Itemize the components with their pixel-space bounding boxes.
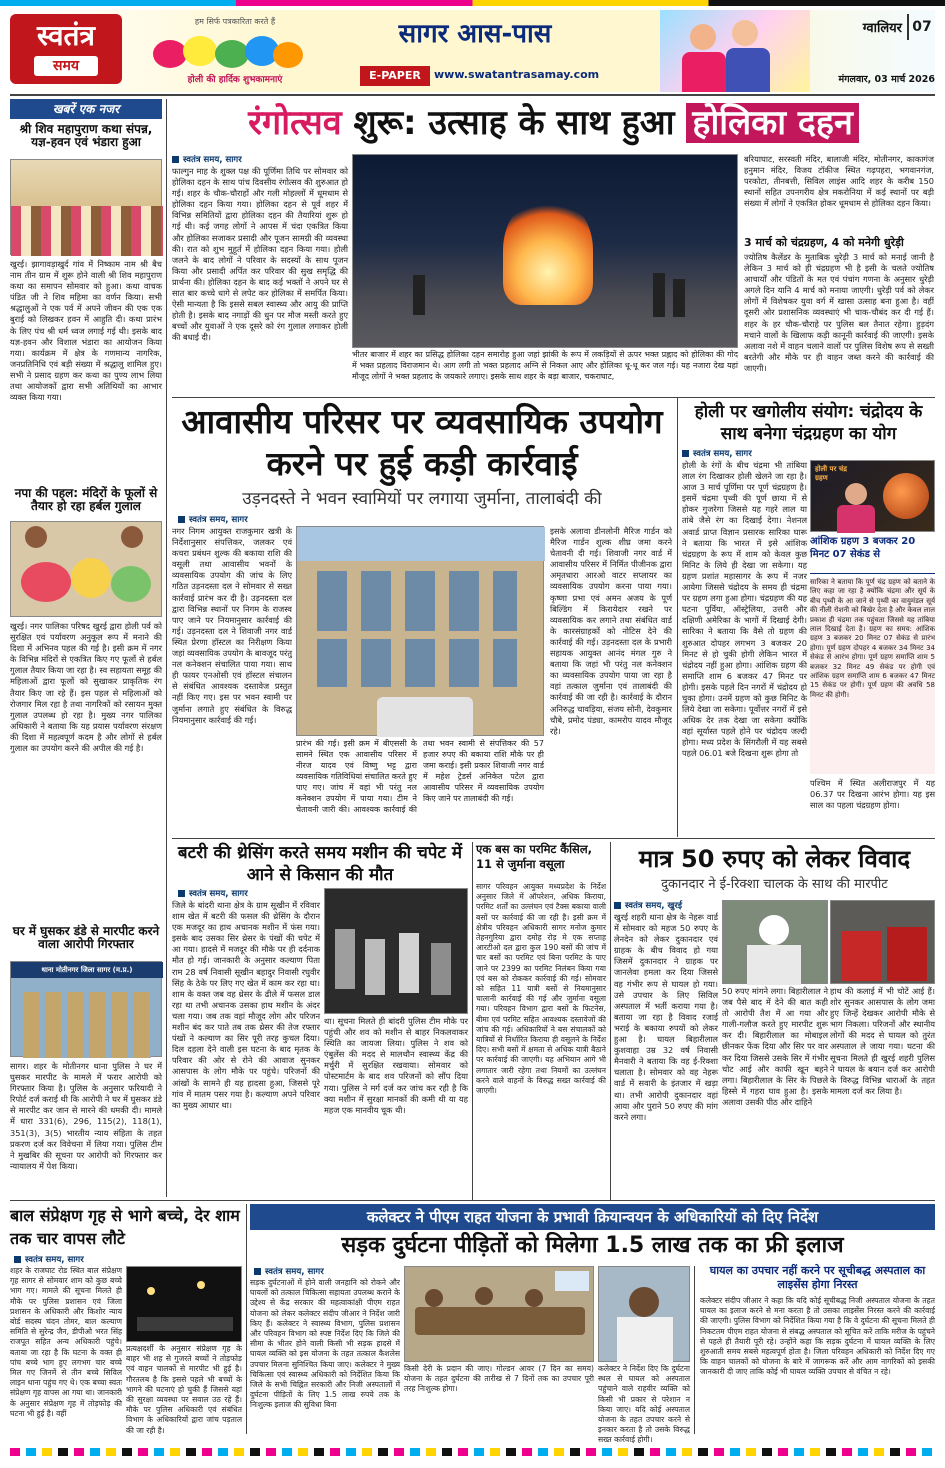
registration-bar (0, 0, 945, 6)
bal-photo-night (126, 1266, 242, 1342)
khagol-byline: स्वतंत्र समय, सागर (682, 448, 822, 459)
khagol-col-end: पश्चिम में स्थित अलीराजपुर में यह 06.37 पर दिखना आरंभ होगा। यह इस साल का पहला चंद्रग्रहण होगा। (810, 778, 935, 811)
collector-side-headline: घायल का उपचार नहीं करने पर सूचीबद्ध अस्पताल का लाइसेंस होगा निरस्त (709, 1264, 926, 1291)
masthead-logo (10, 14, 122, 84)
lead-rule (172, 397, 935, 398)
bal-col2: प्रत्यक्षदर्शी के अनुसार संप्रेक्षण गृह के बाहर भी शह से गुजरते बच्चों ने तोड़फोड़ एवं वाहन चालकों से मारपीट भी हुई है। गौरतलब है कि इससे पहले भी बच्चों के भागने की घटनाएं हो चुकी हैं जिससे यहां की सुरक्षा व्यवस्था पर सवाल उठ रहे हैं। मौके पर पुलिस अधिकारी एवं संबंधित विभाग के अधिकारियों द्वारा जांच पड़ताल की जा रही है। (126, 1344, 242, 1435)
lead-photo-caption: भीतर बाजार में शहर का प्रसिद्ध होलिका दहन समारोह हुआ जहां झांकी के रूप में लकड़ियों से ऊपर भक्त प्रह्लाद को होलिका की गोद में भक्त प्रहलाद विराजमान थे। आग लगी तो भक्त प्रहलाद अग्नि से निकल आए और होलिका धू-धू कर जल गई। यह नजारा देख यहां मौजूद लोगों ने भक्त प्रहलाद के जयकारे लगाए। इसके साथ शहर के बड़ा बाजार, चकराघाट, (352, 350, 738, 381)
khagol-col2: सारिका ने बताया कि पूर्ण चंद्र ग्रहण को बताने के लिए कहा जा रहा है क्योंकि चंद्रमा और सूर्य के बीच पृथ्वी के आ जाने से पृथ्वी का वायुमंडल सूर्य की नीली रोशनी को बिखेर देता है और केवल लाल प्रकाश ही चंद्रमा तक पहुंचता जिससे यह तांबिया लाल दिखाई देता है। ग्रहण का समय: आंशिक ग्रहण 3 बजकर 20 मिनट 07 सेकंड से प्रारंभ होगा। पूर्ण ग्रहण दोपहर 4 बजकर 34 मिनट 34 सेकंड से आरंभ होगा। पूर्ण ग्रहण समाप्ति शाम 5 बजकर 32 मिनट 49 सेकंड पर होगी एवं आंशिक ग्रहण समाप्ति शाम 6 बजकर 47 मिनट 15 सेकंड पर होगी। पूर्ण ग्रहण की अवधि 58 मिनट की होगी। (810, 578, 935, 774)
bus-body: सागर परिवहन आयुक्त मध्यप्रदेश के निर्देश अनुसार जिले में ऑपरेशन, अधिक किराया, परमिट शर्तों का उल्लंघन एवं टैक्स बकाया वाली बसों पर कार्रवाई की जा रही है। इसी क्रम में क्षेत्रीय परिवहन अधिकारी सागर मनोज कुमार तेहनगुरिया द्वारा दमोह रोड़ मे एक सप्ताह आरटीओ दल द्वारा कुल 190 बसों की जांच में चार बसों का परमिट एवं बिना परमिट के पाए जाने पर 2399 का परमिट निलंबन किया गया एवं बस को रोककर कार्रवाई की गई। सोमवार को सहित 11 यात्री बसों से नियमानुसार चालानी कार्रवाई की गई और जुर्माना वसूला गया। परिवहन विभाग द्वारा बसों के फिटनेस, बीमा एवं परमिट सहित आवश्यक दस्तावेजों की जांच की गई। अधिकारियों ने बस संचालकों को यात्रियों से निर्धारित किराया ही वसूलने के निर्देश दिए। सभी बसों में क्षमता से अधिक यात्री बैठाने पर कार्रवाई की जाएगी। यह अभियान आगे भी लगातार जारी रहेगा तथा नियमों का उल्लंघन करने वाले वाहनों के विरुद्ध सख्त कार्रवाई की जाएगी। (476, 882, 606, 1096)
awas-rule (677, 397, 678, 837)
collector-col2: कलेक्टर ने निर्देश दिए कि दुर्घटना स्थल से घायल को अस्पताल पहुंचाने वाले राहवीर व्यक्ति को किसी भी प्रकार से परेशान न किया जाए। यदि कोई अस्पताल योजना के तहत उपचार करने से इनकार करता है तो उसके विरुद्ध सख्त कार्रवाई होगी। (598, 1364, 690, 1445)
awas-col1: नगर निगम आयुक्त राजकुमार खत्री के निर्देशानुसार संपत्तिकर, जलकर एवं कचरा प्रबंधन शुल्क की बकाया राशि की वसूली तथा आवासीय भवनों के व्यवसायिक उपयोग की जांच के लिए गठित उड़नदस्ता दल ने सोमवार से सख्त कार्रवाई प्रारंभ कर दी है। उड़नदस्ता दल द्वारा विभिन्न स्थानों पर निगम के राजस्व पाए जाने पर नियमानुसार कार्रवाई की गई। उड़नदस्ता दल ने शिवाजी नगर वार्ड स्थित प्रेरणा हॉस्टल का निरीक्षण किया जहां व्यवसायिक उपयोग के बावजूद परंतु नल कनेक्शन संचालित पाया गया। साथ ही फायर एनओसी एवं हॉस्टल संचालन से संबंधित आवश्यक दस्तावेज प्रस्तुत नहीं किए गए। इस पर भवन स्वामी पर जुर्माना लगाते हुए संबंधित के विरुद्ध नियमानुसार कार्रवाई की गई। (172, 526, 292, 725)
khagol-callout: आंशिक ग्रहण 3 बजकर 20 मिनट 07 सेकंड से (810, 536, 935, 574)
tagline: हम सिर्फ पत्रकारिता करते हैं (194, 17, 276, 26)
khagol-photo-label: होली पर चंद्र ग्रहण (815, 465, 847, 482)
left-column-rule (166, 99, 167, 1197)
festival-greeting: होली की हार्दिक शुभकामनाएं (187, 75, 283, 85)
collector-photo-official (598, 1266, 690, 1362)
lead-headline-part2: शुरू: उत्साह के साथ हुआ (341, 103, 687, 143)
bus-rule (610, 842, 611, 1200)
vivad-headline: मात्र 50 रुपए को लेकर विवाद (638, 845, 911, 873)
lead-headline (172, 99, 935, 149)
logo-top: स्वतंत्र (37, 19, 95, 52)
awas-subheadline: उड़नदस्ते ने भवन स्वामियों पर लगाया जुर्माना, तालाबंदी की (242, 489, 602, 509)
lead-col1: फाल्गुन माह के शुक्ल पक्ष की पूर्णिमा तिथि पर सोमवार को होलिका दहन के साथ पांच दिवसीय रंगोत्सव की शुरुआत हो गई। शहर के चौक-चौराहों और गली मोहल्लों में धूमधाम से होलिका दहन किया गया। होलिका दहन से पूर्व शहर में विभिन्न समितियों द्वारा होलिका दहन की तैयारियां शुरू हो गई थी। कई जगह लोगों ने आपस में चंदा एकत्रित किया और होलिका सजाकर प्रसादी और पूजन सामग्री की व्यवस्था की। रात को शुभ मुहूर्त में होलिका दहन किया गया। होली जलने के बाद लोगों ने परिवार के सदस्यों के साथ पूजन किया और प्रसादी अर्पित कर परिवार की सुख समृद्धि की प्रार्थना की। होलिका दहन के बाद कई भक्तों ने अपने घर से सात बार कच्चे धागे से लपेट कर होलिका में समर्पित किया। ऐसी मान्यता है कि इससे सबल स्वास्थ्य और आयु की प्राप्ति होती है। इसके बाद नगाड़ों की धुन पर मौज मस्ती करते हुए बच्चों और युवाओं ने एक दूसरे को रंग गुलाल लगाकर होली की बधाई दी। (172, 166, 348, 343)
edition-date: मंगलवार, 03 मार्च 2026 (838, 74, 935, 85)
vivad-col1: खुरई शहरी थाना क्षेत्र के नेहरू वार्ड में सोमवार को महज 50 रुपए के लेनदेन को लेकर दुकानदार एवं ग्राहक के बीच विवाद हो गया जिसमें दुकानदार ने ग्राहक पर जानलेवा हमला कर दिया जिससे वह गंभीर रूप से घायल हो गया। उसे उपचार के लिए सिविल अस्पताल में भर्ती कराया गया है। बताया जा रहा है विवाद रजाई भराई के बकाया रुपयों को लेकर हुआ है। घायल बिहारीलाल कुशवाहा उम्र 32 वर्ष निवासी मैनवारी ने बताया कि वह ई-रिक्शा चलाता है। सोमवार को वह नेहरू वार्ड में सवारी के इंतजार में खड़ा था। तभी आरोपी दुकानदार वहां आया और पुराने 50 रुपए की मांग करने लगा। (614, 912, 718, 1122)
battery-col2: था। सूचना मिलते ही बांदरी पुलिस टीम मौके पर पहुंची और शव को मशीन से बाहर निकलवाकर स्थिति का जायजा लिया। पुलिस ने शव को एंबुलेंस की मदद से मालथौन स्वास्थ्य केंद्र की मर्चुरी में सुरक्षित रखवाया। सोमवार को पोस्टमार्टम के बाद शव परिजनों को सौंप दिया गया। पुलिस ने मर्ग दर्ज कर जांच कर रही है कि क्या मशीन में सुरक्षा मानकों की कमी थी या यह महज एक मानवीय चूक थी। (324, 1016, 468, 1115)
city-name: ग्वालियर (862, 21, 902, 36)
lead-headline-part1: रंगोत्सव (248, 103, 342, 143)
site-link[interactable]: www.swatantrasamay.com (434, 68, 600, 81)
story-arrest-photo (10, 961, 162, 1057)
vivad-subheadline: दुकानदार ने ई-रिक्शा चालक के साथ की मारपीट (661, 877, 888, 892)
battery-photo (324, 888, 468, 1014)
collector-byline: स्वतंत्र समय, सागर (254, 1266, 394, 1277)
lead-headline-part3: होलिका दहन (686, 103, 858, 143)
bottom-rule (10, 1200, 935, 1201)
awas-col3: इसके अलावा डीनलोनी मैरिज गार्डन को मैरिज गार्डन शुल्क शीघ्र जमा करने चेतावनी दी गई। शिवाजी नगर वार्ड में आवासीय परिसर में निर्मित पीजीनक द्वारा अमृतधारा आरओ वाटर सप्लायर का व्यवसायिक उपयोग करना पाया गया। कृष्णा प्रभा एवं अमन अजय के पूर्ण बिल्डिंग में किरायेदार रखने पर व्यवसायिक कर लगाने तथा संबंधित वार्ड के कारसंग्राहकों को नोटिस देने की कार्रवाई की गई। उड़नदस्ता दल के प्रभारी सहायक आयुक्त आनंद मंगल गुरु ने बताया कि जहां भी परंतु नल कनेक्शन का व्यवसायिक उपयोग पाया जा रहा है वहां तत्काल जुर्माना एवं तालाबंदी की कार्रवाई की जा रही है। कार्रवाई के दौरान अनिरुद्ध चावड़िया, संजय सोनी, देवकुमार चौबे, प्रमोद पंड्या, कामरोप यादव मौजूद रहे। (550, 526, 672, 736)
bal-headline: बाल संप्रेक्षण गृह से भागे बच्चे, देर शाम तक चार वापस लौटे (10, 1206, 240, 1248)
story-gulal-headline: नपा की पहल: मंदिरों के फूलों से तैयार हो रहा हर्बल गुलाल (14, 486, 158, 514)
story-arrest-headline: घर में घुसकर डंडे से मारपीट करने वाला आरोपी गिरफ्तार (12, 924, 160, 952)
news-at-glance-title: खबरें एक नजर (10, 99, 162, 119)
story-shiv-body: खुरई। झागावड़ाखुर्द गांव में निष्काम नाम श्री बैच नाम तीन ग्राम में शुरू होने वाली श्री शिव महापुराण कथा का समापन सोमवार को हुआ। कथा वाचक पंडित जी ने शिव महिमा का वर्णन किया। सभी श्रद्धालुओं ने एक पर्व में अपने जीवन की एक एक बुराई को लिखकर हवन में आहुति दी। कथा प्रारंभ के लिए पंच श्री धर्म ध्वज लगाई गई थी। इसके बाद यज्ञ-हवन और विशाल भंडारा का आयोजन किया गया। कार्यक्रम में क्षेत्र के गणमान्य नागरिक, जनप्रतिनिधि एवं बड़ी संख्या में श्रद्धालु शामिल हुए। सभी ने प्रसाद ग्रहण कर कथा का पुण्य लाभ लिया तथा आयोजकों द्वारा सभी अतिथियों का आभार व्यक्त किया गया। (10, 259, 162, 403)
battery-headline: बटरी की थ्रेसिंग करते समय मशीन की चपेट में आने से किसान की मौत (177, 843, 463, 885)
lead-subheading: 3 मार्च को चंद्रग्रहण, 4 को मनेगी धुरेड़ी (744, 236, 904, 249)
holi-colors-graphic (145, 32, 315, 70)
khagol-headline: होली पर खगोलीय संयोग: चंद्रोदय के साथ बनेगा चंद्रग्रहण का योग (694, 402, 923, 444)
story-shiv-photo (10, 159, 162, 255)
bal-byline: स्वतंत्र समय, सागर (14, 1254, 154, 1265)
logo-bottom: समय (34, 56, 98, 76)
middle-rule (172, 838, 935, 839)
masthead (10, 10, 935, 92)
lead-col4b: ज्योतिष कैलेंडर के मुताबिक धुरेड़ी 3 मार्च को मनाई जानी है लेकिन 3 मार्च को ही चंद्रग्रहण भी है इसी के चलते ज्योतिष आचार्यों और पंडितों के मत एवं पंचांग गणना के अनुसार धुरेड़ी अगले दिन यानि 4 मार्च को मनाया जाएगी। धुरेड़ी पर्व को लेकर लोगों में विशेषकर युवा वर्ग में खासा उत्साह बना हुआ है। वहीं दूसरी ओर प्रशासनिक व्यवस्थाएं भी चाक-चौबंद कर दी गई हैं। शहर के हर चौक-चौराहे पर पुलिस बल तैनात रहेगा। हुड़दंग मचाने वालों के खिलाफ कड़ी कानूनी कार्रवाई की जाएगी। इसके अलावा नशे में वाहन चलाने वालों पर पुलिस विशेष रूप से सख्ती बरतेगी और मौके पर ही वाहन जब्त करने की कार्रवाई की जाएगी। (744, 252, 934, 373)
vivad-col2: 50 रुपए मांगने लगा। बिहारीलाल ने जब पैसे बाद में देने की बात कही तो आरोपी तैश में आ गया और गाली-गलौज करते हुए मारपीट शुरू कर दी। बिहारीलाल का मोबाइल छीनकर फेंक दिया और सिर पर वार कर दिया जिससे उसके सिर में गंभीर चोट आई और काफी खून बहने लगा। बिहारीलाल के सिर के पिछले हिस्से में गहरा घाव हुआ है। इसके अलावा उसकी पीठ और दाहिने (722, 986, 828, 1107)
page-number: 07 (907, 14, 935, 40)
masthead-rule (10, 94, 935, 96)
battery-col1: जिले के बांदरी थाना क्षेत्र के ग्राम सूखीन में रविवार शाम खेत में बटरी की फसल की थ्रेसिंग के दौरान एक मजदूर का हाथ अचानक मशीन में फंस गया। इसके बाद उसका सिर थ्रेसर के पंखों की चपेट में आ गया। हादसे में मजदूर की मौके पर ही दर्दनाक मौत हो गई। जानकारी के अनुसार कल्याण पिता राम 28 वर्ष निवासी सूखीन बहादुर निवासी रघुवीर सिंह के ठेके पर लिए गए खेत में काम कर रहा था। शाम के वक्त जब वह थ्रेसर के ढीले में फसल डाल रहा था तभी अचानक उसका हाथ मशीन के अंदर चला गया। जब तक वहां मौजूद लोग और परिजन मशीन बंद कर पाते तब तक थ्रेसर की तेज रफ्तार पंखों ने कल्याण का सिर पूरी तरह कुचल दिया। दिल दहला देने वाली इस घटना के बाद मृतक के परिवार की ओर से रोने की आवाज सुनकर आसपास के लोग मौके पर पहुंचे। परिजनों की आंखों के सामने ही यह हादसा हुआ, जिससे पूरे गांव में मातम पसर गया है। कल्याण अपने परिवार का मुख्य आधार था। (172, 900, 320, 1110)
vivad-byline: स्वतंत्र समय, खुरई (614, 900, 754, 911)
collector-headline: सड़क दुर्घटना पीड़ितों को मिलेगा 1.5 लाख तक का फ्री इलाज (341, 1233, 844, 1258)
collector-photo-caption: किसी देरी के प्रदान की जाए। गोल्डन आवर (7 दिन का समय) योजना के तहत दुर्घटना की तारीख से 7 दिनों तक का उपचार पूरी तरह निःशुल्क होगा। (404, 1364, 594, 1394)
collector-col1: सड़क दुर्घटनाओं में होने वाली जनहानि को रोकने और घायलों को तत्काल चिकित्सा सहायता उपलब्ध कराने के उद्देश्य से केंद्र सरकार की महत्वाकांक्षी पीएम राहत योजना को लेकर कलेक्टर संदीप जीआर ने निर्देश जारी किए हैं। कलेक्टर ने स्वास्थ्य विभाग, पुलिस प्रशासन और परिवहन विभाग को स्पष्ट निर्देश दिए कि जिले की सीमा के भीतर होने वाली किसी भी सड़क हादसे में घायल व्यक्ति को इस योजना के तहत तत्काल कैशलेस उपचार मिलना सुनिश्चित किया जाए। कलेक्टर ने मुख्य चिकित्सा एवं स्वास्थ्य अधिकारी को निर्देशित किया कि जिले के सभी चिह्नित सरकारी और निजी अस्पतालों में दुर्घटना पीड़ितों के लिए 1.5 लाख रुपये तक के निःशुल्क इलाज की सुविधा बिना (250, 1278, 400, 1410)
collector-banner: कलेक्टर ने पीएम राहत योजना के प्रभावी क्रियान्वयन के अधिकारियों को दिए निर्देश (250, 1204, 935, 1230)
awas-headline: आवासीय परिसर पर व्यवसायिक उपयोग करने पर हुई कड़ी कार्रवाई (181, 402, 663, 483)
bus-headline: एक बस का परमिट कैंसिल, 11 से जुर्माना वसूला (476, 842, 592, 871)
epaper-badge[interactable]: E-PAPER (360, 66, 430, 86)
khagol-photo (810, 460, 935, 532)
lead-photo-bonfire (352, 154, 738, 348)
section-title: सागर आस-पास (398, 19, 552, 49)
awas-photo-building (296, 526, 544, 736)
lead-col4: बरियाघाट, सरस्वती मंदिर, बालाजी मंदिर, मोतीनगर, काकागंज हनुमान मंदिर, विजय टॉकीज स्थित गढ़पहरा, भगवानगंज, परकोटा, तीनबत्ती, सिविल लाइंस आदि शहर के करीब 150 स्थानों सहित उपनगरीय क्षेत्र मकरोनिया में कई स्थानों पर बड़ी संख्या में लोगों ने एकत्रित होकर धूमधाम से होलिका दहन किया। (744, 154, 934, 209)
bal-rule (246, 1204, 247, 1434)
collector-side-body: कलेक्टर संदीप जीआर ने कहा कि यदि कोई सूचीबद्ध निजी अस्पताल योजना के तहत घायल का इलाज करने से मना करता है तो उसका लाइसेंस निरस्त करने की कार्रवाई की जाएगी। पुलिस विभाग को निर्देशित किया गया है कि वे दुर्घटना की सूचना मिलते ही निकटतम पीएम राहत योजना से संबद्ध अस्पताल को सूचित करें ताकि मरीज के पहुंचने से पहले ही तैयारी पूरी रहे। उन्होंने कहा कि सड़क दुर्घटना में घायल व्यक्ति के लिए शुरुआती समय सबसे महत्वपूर्ण होता है। जिला परिवहन अधिकारी को निर्देश दिए गए कि वाहन चालकों को योजना के बारे में जागरूक करें और आम नागरिकों को इसकी जानकारी दी जाए ताकि कोई भी घायल व्यक्ति उपचार से वंचित न रहे। (700, 1296, 935, 1377)
collector-photo-meeting (404, 1266, 594, 1362)
story-gulal-photo (10, 521, 162, 617)
vivad-photo-victim (722, 900, 828, 984)
story-shiv-headline: श्री शिव महापुराण कथा संपन्न, यज्ञ-हवन एवं भंडारा हुआ (19, 122, 153, 150)
collector-rule (694, 1266, 695, 1434)
khagol-col1: होली के रंगों के बीच चंद्रमा भी तांबिया लाल रंग दिखाकर होली खेलने जा रहा है। आज 3 मार्च पूर्णिमा पर पूर्ण चंद्रग्रहण है। इसमें चंद्रमा पृथ्वी की पूर्ण छाया में से होकर गुजरेगा जिससे यह गहरे लाल या तांबे जैसे रंग का दिखाई देगा। नेशनल अवार्ड प्राप्त विज्ञान प्रसारक सारिका घारू ने बताया कि भारत में इसे आंशिक चंद्रग्रहण के रूप में शाम को केवल कुछ मिनिट के लिये ही देखा जा सकेगा। यह ग्रहण प्रशांत महासागर के रूप में नजर आयेगा जिससे चंद्रोदय के समय ही चंद्रमा पर ग्रहण लगा हुआ होगा। चंद्रग्रहण की यह घटना पूर्विया, ऑस्ट्रेलिया, उत्तरी और दक्षिणी अमेरिका के भागों में दिखाई देगी। सारिका ने बताया कि वैसे तो ग्रहण की शुरुआत दोपहर लगभग 3 बजकर 20 मिनट से हो चुकी होगी लेकिन भारत में चंद्रोदय नहीं हुआ होगा। आंशिक ग्रहण की समाप्ति शाम 6 बजकर 47 मिनट पर होगी। इसके पहले दिन नगरों में चंद्रोदय हो चुका होगा। उनमें ग्रहण को कुछ मिनिट के लिये देखा जा सकेगा। पूर्वोत्तर नगरों में इसे अधिक देर तक देखा जा सकेगा क्योंकि वहां सूर्यास्त पहले होने पर चंद्रोदय जल्दी होगा। मध्य प्रदेश के सिंगरौली में यह सबसे पहले 06.01 बजे दिखना शुरू होगा तो (682, 460, 807, 759)
story-arrest-body: सागर। शहर के मोतीनगर थाना पुलिस ने घर में घुसकर मारपीट के मामले में फरार आरोपी को गिरफ्तार किया है। पुलिस के अनुसार फरियादी ने रिपोर्ट दर्ज कराई थी कि आरोपी ने घर में घुसकर डंडे से मारपीट कर जान से मारने की धमकी दी। मामले में धारा 331(6), 296, 115(2), 118(1), 351(3), 3(5) भारतीय न्याय संहिता के तहत प्रकरण दर्ज कर विवेचना में लिया गया। पुलिस टीम ने मुखबिर की सूचना पर आरोपी को गिरफ्तार कर न्यायालय में पेश किया। (10, 1061, 162, 1171)
holi-photo (660, 10, 810, 92)
bottom-registration-bar (10, 1448, 935, 1456)
bal-col1: शहर के राजघाट रोड स्थित बाल संप्रेक्षण गृह सागर से सोमवार शाम को कुछ बच्चे भाग गए। मामले की सूचना मिलते ही मौके पर पुलिस प्रशासन एवं जिला प्रशासन के अधिकारी और किशोर न्याय बोर्ड सदस्य चंदन तोमर, बाल कल्याण समिति से सुरेन्द्र जैन, डीपीओ भरत सिंह राजपूत सहित अन्य अधिकारी पहुंचे। बताया जा रहा है कि घटना के वक्त ही पांच बच्चे भाग हुए लगभग चार बच्चे मिल गए जिनमें से तीन बच्चे सिविल लाइन थाना पहुंच गए थे। एक बच्चा स्वतः संप्रेक्षण गृह वापस आ गया था। जानकारी के अनुसार संप्रेक्षण गृह में तोड़फोड़ की घटना भी हुई है। वहीं (10, 1266, 122, 1418)
vivad-col3: हाथ की कलाई में भी चोटें आई हैं। शोर सुनकर आसपास के लोग जमा हुए जिन्हें देखकर आरोपी मौके से भाग निकला। परिजनों और स्थानीय लोगों की मदद से घायल को तुरंत अस्पताल ले जाया गया। घटना की सूचना मिलते ही खुरई शहरी पुलिस ने घायल के बयान दर्ज कर आरोपी के विरुद्ध विभिन्न धाराओं के तहत मामला दर्ज कर लिया है। (830, 986, 935, 1096)
awas-photo-caption: प्रारंभ की गई। इसी क्रम में बीएससी के सामने स्थित एक आवासीय परिसर में नीरज यादव एवं विष्णु भट्ट द्वारा व्यवसायिक गतिविधियां संचालित करते हुए पाए गए। जांच में वहां भी परंतु नल कनेक्शन उपयोग में पाया गया। टीम ने चेतावनी जारी की। आवश्यक कार्रवाई की तथा भवन स्वामी से संपत्तिकर की 57 हजार रुपए की बकाया राशि मौके पर ही जमा कराई। इसी प्रकार शिवाजी नगर वार्ड में महेश ट्रेडर्स अनिकेत पटेल द्वारा आवासीय परिसर में व्यवसायिक उपयोग किए जाने पर तालाबंदी की गई। (296, 739, 544, 814)
awas-byline: स्वतंत्र समय, सागर (178, 514, 318, 525)
left-column (10, 99, 162, 1379)
battery-rule (472, 842, 473, 1200)
police-station-board: थाना मोतीनगर जिला सागर (म.प्र.) (11, 962, 163, 978)
vivad-photo-hospital (830, 900, 935, 984)
battery-byline: स्वतंत्र समय, सागर (178, 888, 318, 899)
lead-byline: स्वतंत्र समय, सागर (172, 154, 312, 165)
story-gulal-body: खुरई। नगर पालिका परिषद खुरई द्वारा होली पर्व को सुरक्षित एवं पर्यावरण अनुकूल रूप में मनाने की दिशा में अभिनव पहल की गई है। इसी क्रम में नगर के विभिन्न मंदिरों से एकत्रित किए गए फूलों से हर्बल गुलाल तैयार किया जा रहा है। स्व सहायता समूह की महिलाओं द्वारा फूलों को सुखाकर प्राकृतिक रंग तैयार किए जा रहे हैं। इस पहल से महिलाओं को रोजगार मिल रहा है तथा नागरिकों को रसायन मुक्त गुलाल उपलब्ध हो रहा है। मुख्य नगर पालिका अधिकारी ने बताया कि यह प्रयास पर्यावरण संरक्षण की दिशा में महत्वपूर्ण कदम है और लोगों से हर्बल गुलाल का उपयोग करने की अपील की गई है। (10, 621, 162, 754)
